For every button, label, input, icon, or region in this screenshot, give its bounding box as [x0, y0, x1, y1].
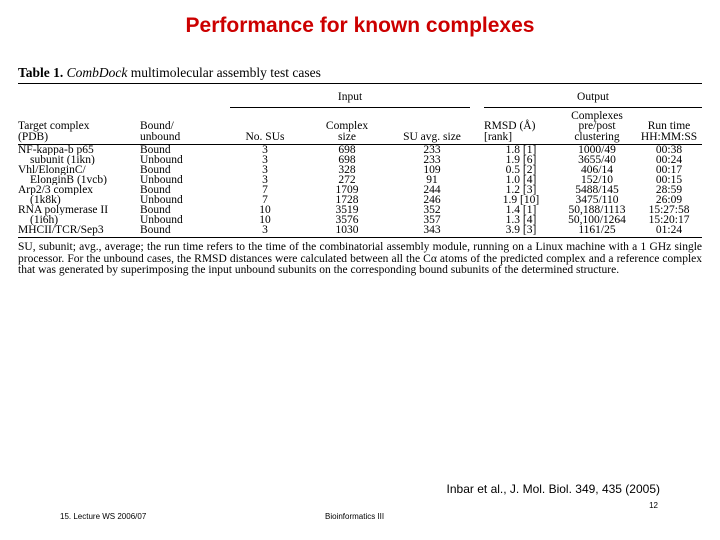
header-bound: Bound/ unbound	[140, 108, 230, 145]
table-row: ElonginB (1vcb) Unbound 3 272 91 1.0 [4] 152/10 00:15	[30, 175, 683, 185]
footer-course: Bioinformatics III	[325, 512, 385, 521]
table-row: NF-kappa-b p65 Bound 3 698 233 1.8 [1] 1000/49 00:38	[18, 144, 683, 155]
table-row: Arp2/3 complex Bound 7 1709 244 1.2 [3] 5488/145 28:59	[18, 185, 683, 195]
header-rmsd: RMSD (Å) [rank]	[484, 108, 558, 145]
table-row: RNA polymerase II Bound 10 3519 352 1.4 [1] 50,188/1113 15:27:58	[18, 205, 690, 215]
header-complex-size: Complex size	[300, 108, 394, 145]
header-clustering: Complexes pre/post clustering	[558, 108, 636, 145]
header-target: Target complex (PDB)	[18, 108, 140, 145]
table-caption	[18, 64, 702, 83]
header-su-avg: SU avg. size	[394, 108, 470, 145]
group-output: Output	[484, 84, 702, 108]
results-table	[18, 84, 702, 238]
citation: Inbar et al., J. Mol. Biol. 349, 435 (2005)	[446, 482, 660, 496]
caption-rest: multimolecular assembly test cases	[127, 65, 321, 80]
caption-label: Table 1.	[18, 65, 64, 80]
header-nsus: No. SUs	[230, 108, 300, 145]
caption-program: CombDock	[66, 65, 128, 80]
slide-title: Performance for known complexes	[185, 14, 535, 37]
footer-lecture: 15. Lecture WS 2006/07	[60, 512, 147, 521]
page-number: 12	[649, 501, 658, 510]
table-row: (1k8k) Unbound 7 1728 246 1.9 [10] 3475/110 26:09	[30, 195, 683, 205]
table-row: (1i6h) Unbound 10 3576 357 1.3 [4] 50,100/1264 15:20:17	[30, 215, 690, 225]
table-row: subunit (1ikn) Unbound 3 698 233 1.9 [6] 3655/40 00:24	[30, 155, 683, 165]
table-block	[18, 64, 702, 277]
table-footnote: SU, subunit; avg., average; the run time refers to the time of the combinatorial assembly module, running on a Linux machine with a 1 GHz single processor. For the unbound cases, the RMSD distances were calculated between all the Cα atoms of the predicted complex and a reference complex that was generated by superimposing the input unbound subunits on the corresponding bound subunits of the determined structure.	[18, 241, 702, 276]
header-runtime: Run time HH:MM:SS	[636, 108, 702, 145]
table-row: MHCII/TCR/Sep3 Bound 3 1030 343 3.9 [3] 1161/25 01:24	[18, 225, 702, 238]
table-row: Vhl/ElonginC/ Bound 3 328 109 0.5 [2] 406/14 00:17	[18, 165, 683, 175]
group-input: Input	[230, 84, 470, 108]
